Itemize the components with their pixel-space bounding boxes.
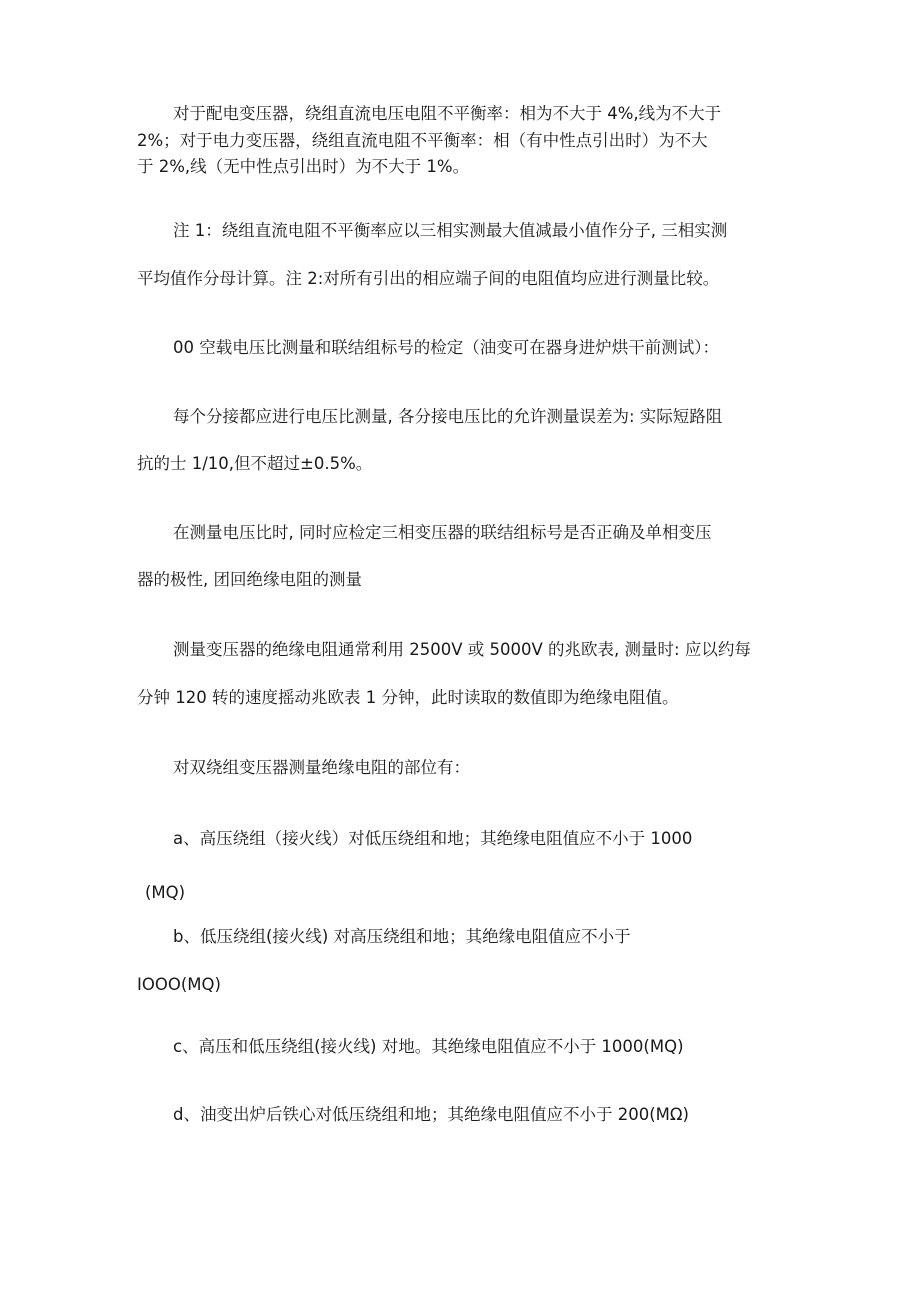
text-line-14: a、高压绕组（接火线）对低压绕组和地；其绝缘电阻值应不小于 1000 bbox=[173, 829, 693, 848]
text-line-6: 00 空载电压比测量和联结组标号的检定（油变可在器身进炉烘干前测试）： bbox=[173, 338, 719, 357]
text-line-5: 平均值作分母计算。注 2:对所有引出的相应端子间的电阻值均应进行测量比较。 bbox=[137, 269, 720, 288]
text-line-3: 于 2%,线（无中性点引出时）为不大于 1%。 bbox=[137, 157, 470, 176]
text-line-11: 测量变压器的绝缘电阻通常利用 2500V 或 5000V 的兆欧表, 测量时: 应以约每 bbox=[173, 640, 751, 659]
text-line-12: 分钟 120 转的速度摇动兆欧表 1 分钟，此时读取的数值即为绝缘电阻值。 bbox=[137, 688, 679, 707]
text-line-15: (MQ) bbox=[145, 883, 186, 902]
text-line-9: 在测量电压比时, 同时应检定三相变压器的联结组标号是否正确及单相变压 bbox=[173, 523, 712, 542]
text-line-17: IOOO(MQ) bbox=[137, 975, 221, 994]
text-line-10: 器的极性, 团回绝缘电阻的测量 bbox=[137, 570, 362, 589]
text-line-18: c、高压和低压绕组(接火线) 对地。其绝缘电阻值应不小于 1000(MQ) bbox=[173, 1037, 684, 1056]
text-line-8: 抗的士 1/10,但不超过±0.5%。 bbox=[137, 454, 373, 473]
text-line-2: 2%；对于电力变压器，绕组直流电阻不平衡率：相（有中性点引出时）为不大 bbox=[137, 131, 708, 150]
text-line-1: 对于配电变压器，绕组直流电压电阻不平衡率：相为不大于 4%,线为不大于 bbox=[173, 104, 722, 123]
text-line-13: 对双绕组变压器测量绝缘电阻的部位有： bbox=[173, 758, 470, 777]
text-line-7: 每个分接都应进行电压比测量, 各分接电压比的允许测量误差为: 实际短路阻 bbox=[173, 407, 723, 426]
text-line-19: d、油变出炉后铁心对低压绕组和地；其绝缘电阻值应不小于 200(MΩ) bbox=[173, 1105, 689, 1124]
text-line-16: b、低压绕组(接火线) 对高压绕组和地；其绝缘电阻值应不小于 bbox=[173, 927, 631, 946]
text-line-4: 注 1：绕组直流电阻不平衡率应以三相实测最大值减最小值作分子, 三相实测 bbox=[173, 221, 728, 240]
